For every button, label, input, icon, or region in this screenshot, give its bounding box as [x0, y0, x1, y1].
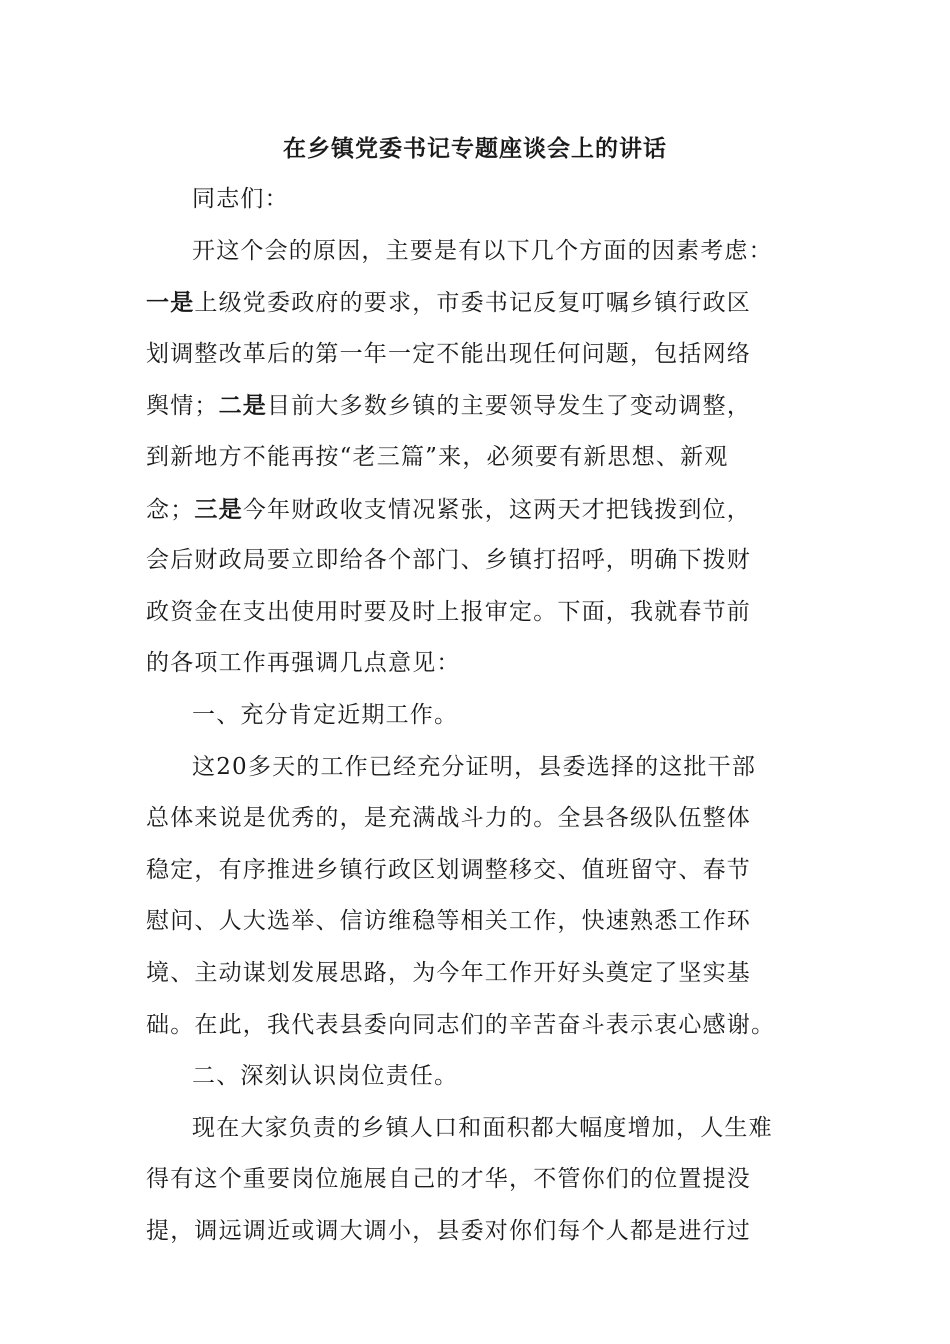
document-title: 在乡镇党委书记专题座谈会上的讲话 [283, 135, 667, 162]
text-line [146, 484, 806, 536]
text-line [146, 638, 806, 690]
text-run: 这20多天的工作已经充分证明，县委选择的这批干部 [192, 753, 757, 780]
text-run: 划调整改革后的第一年一定不能出现任何问题，包括网络 [146, 340, 751, 367]
text-line [146, 1154, 806, 1206]
text-run: 慰问、人大选举、信访维稳等相关工作，快速熟悉工作环 [146, 908, 751, 935]
text-line [146, 587, 806, 639]
text-run: 目前大多数乡镇的主要领导发生了变动调整， [267, 393, 752, 420]
text-run: 现在大家负责的乡镇人口和面积都大幅度增加，人生难 [192, 1114, 773, 1141]
text-run: 境、主动谋划发展思路，为今年工作开好头奠定了坚实基 [146, 959, 751, 986]
text-line [146, 845, 806, 897]
text-line [146, 1206, 806, 1258]
text-run: 今年财政收支情况紧张，这两天才把钱拨到位， [242, 496, 752, 523]
text-run: 会后财政局要立即给各个部门、乡镇打招呼，明确下拨财 [146, 547, 751, 574]
text-run: 得有这个重要岗位施展自己的才华，不管你们的位置提没 [146, 1166, 751, 1193]
text-run: 念； [146, 496, 195, 523]
text-line [146, 1051, 806, 1103]
text-run: 舆情； [146, 393, 219, 420]
text-run: 上级党委政府的要求，市委书记反复叮嘱乡镇行政区 [194, 290, 752, 317]
text-run: 础。在此，我代表县委向同志们的辛苦奋斗表示衷心感谢。 [146, 1011, 776, 1038]
text-run: 同志们： [192, 186, 289, 212]
text-line [146, 742, 806, 794]
text-line [146, 380, 806, 432]
bold-keyword: 一是 [146, 289, 195, 317]
text-run: 政资金在支出使用时要及时上报审定。下面，我就春节前 [146, 598, 751, 625]
text-run: 提，调远调近或调大调小，县委对你们每个人都是进行过 [146, 1217, 751, 1244]
text-run: 到新地方不能再按“老三篇”来，必须要有新思想、新观 [146, 443, 729, 470]
text-line [146, 174, 806, 226]
text-line [146, 432, 806, 484]
text-line [146, 1103, 806, 1155]
bold-keyword: 二是 [218, 392, 268, 420]
text-run: 稳定，有序推进乡镇行政区划调整移交、值班留守、春节 [146, 856, 751, 883]
text-line [146, 948, 806, 1000]
text-run: 开这个会的原因，主要是有以下几个方面的因素考虑： [192, 237, 773, 264]
text-line [146, 896, 806, 948]
text-line [146, 329, 806, 381]
text-line [146, 226, 806, 278]
bold-keyword: 三是 [194, 495, 243, 523]
text-line [146, 535, 806, 587]
text-line [146, 277, 806, 329]
document-body [146, 174, 806, 1257]
text-run: 总体来说是优秀的，是充满战斗力的。全县各级队伍整体 [146, 805, 751, 832]
text-run: 的各项工作再强调几点意见： [146, 650, 461, 677]
text-line [146, 1000, 806, 1052]
text-line [146, 793, 806, 845]
text-run: 一、充分肯定近期工作。 [192, 701, 459, 728]
text-line [146, 690, 806, 742]
text-run: 二、深刻认识岗位责任。 [192, 1063, 459, 1090]
